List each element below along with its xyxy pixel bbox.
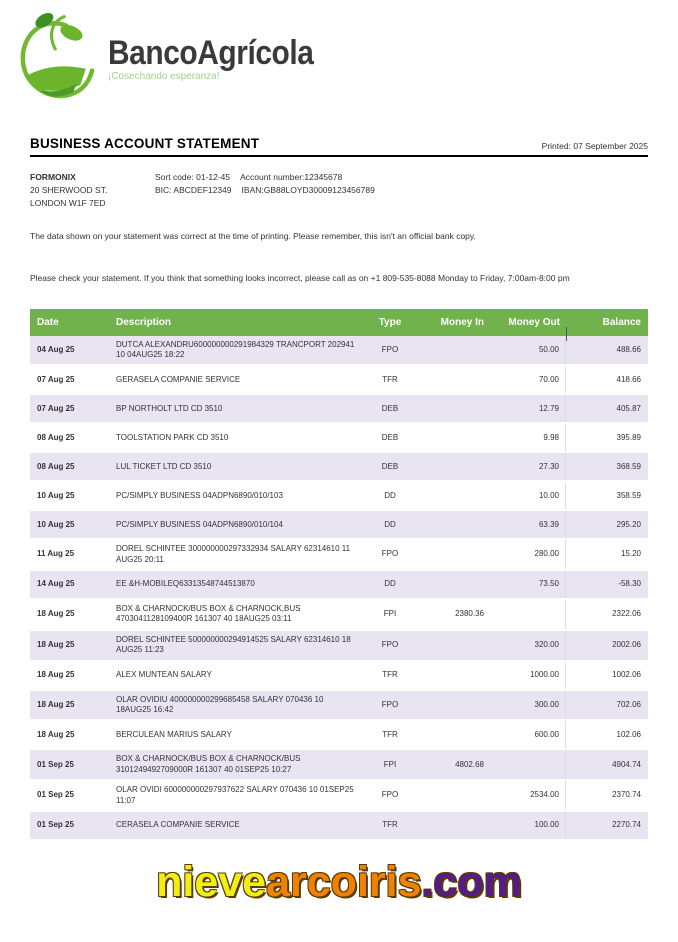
brand-name: BancoAgrícola	[108, 34, 314, 72]
cell-money-out: 70.00	[490, 366, 566, 393]
cell-description: BOX & CHARNOCK/BUS BOX & CHARNOCK/BUS 3101249492709000R 161307 40 01SEP25 10:27	[116, 754, 301, 774]
cell-type: TFR	[382, 820, 398, 830]
account-codes	[155, 171, 385, 211]
cell-description: PC/SIMPLY BUSINESS 04ADPN6890/010/104	[116, 519, 283, 529]
statement-title-row	[30, 136, 648, 151]
header-money-in: Money In	[440, 316, 484, 328]
cell-money-in	[418, 731, 490, 739]
cell-type: FPO	[381, 640, 399, 650]
cell-description: BERCULEAN MARIUS SALARY	[116, 729, 232, 739]
cell-type: DD	[384, 519, 396, 529]
cell-money-out: 10.00	[490, 482, 566, 509]
cell-description: BOX & CHARNOCK/BUS BOX & CHARNOCK,BUS 4703041128109400R 161307 40 18AUG25 03:11	[116, 604, 301, 624]
cell-money-in	[418, 521, 490, 529]
table-row	[30, 482, 648, 511]
cell-description: DUTCA ALEXANDRU600000000291984329 TRANCPORT 202941 10 04AUG25 18:22	[116, 339, 355, 359]
cell-balance: 488.66	[616, 344, 641, 354]
cell-date: 08 Aug 25	[37, 432, 75, 442]
cell-money-in	[418, 671, 490, 679]
account-address	[30, 171, 155, 211]
cell-type: FPO	[381, 549, 399, 559]
cell-balance: 102.06	[616, 729, 641, 739]
title-divider	[30, 155, 648, 157]
cell-type: FPI	[383, 609, 397, 619]
cell-type: FPO	[381, 790, 399, 800]
cell-balance: 405.87	[616, 403, 641, 413]
cell-description: DOREL SCHINTEE 300000000297332934 SALARY 62314610 11 AUG25 20:11	[116, 544, 351, 564]
cell-date: 01 Sep 25	[37, 759, 74, 769]
cell-money-out: 1000.00	[490, 662, 566, 689]
cell-date: 08 Aug 25	[37, 461, 75, 471]
cell-date: 18 Aug 25	[37, 640, 75, 650]
cell-description: CERASELA COMPANIE SERVICE	[116, 820, 240, 830]
page-title: BUSINESS ACCOUNT STATEMENT	[30, 136, 260, 151]
cell-description: BP NORTHOLT LTD CD 3510	[116, 403, 223, 413]
table-row	[30, 812, 648, 841]
account-info	[30, 171, 648, 211]
cell-date: 01 Sep 25	[37, 820, 74, 830]
cell-balance: 702.06	[616, 699, 641, 709]
cell-money-out: 2534.00	[490, 781, 566, 810]
table-row	[30, 781, 648, 812]
cell-money-out	[490, 600, 566, 629]
cell-description: PC/SIMPLY BUSINESS 04ADPN6890/010/103	[116, 490, 283, 500]
cell-balance: 2270.74	[612, 820, 641, 830]
table-row	[30, 453, 648, 482]
watermark-part3: .com	[421, 858, 522, 906]
brand-text	[108, 34, 341, 82]
cell-money-out: 12.79	[490, 395, 566, 422]
cell-money-out: 9.98	[490, 424, 566, 451]
header-date: Date	[37, 316, 59, 328]
cell-description: OLAR OVIDIU 400000000299685458 SALARY 070436 10 18AUG25 16:42	[116, 694, 324, 715]
address-line-1: 20 SHERWOOD ST.	[30, 185, 108, 196]
sort-code: Sort code: 01-12-45	[155, 172, 231, 182]
cell-description: ALEX MUNTEAN SALARY	[116, 669, 212, 679]
watermark-part1: nieve	[156, 858, 267, 906]
cell-type: DD	[384, 490, 396, 500]
cell-description: DOREL SCHINTEE 500000000294914525 SALARY 62314610 18 AUG25 11:23	[116, 634, 351, 655]
brand-tagline: ¡Cosechando esperanza!	[108, 70, 220, 82]
table-row	[30, 511, 648, 540]
cell-date: 07 Aug 25	[37, 374, 75, 384]
cell-description: TOOLSTATION PARK CD 3510	[116, 432, 229, 442]
cell-type: DEB	[381, 461, 399, 471]
cell-description: LUL TICKET LTD CD 3510	[116, 461, 212, 471]
cell-date: 18 Aug 25	[37, 699, 75, 709]
table-row	[30, 366, 648, 395]
cell-date: 18 Aug 25	[37, 609, 75, 619]
table-row	[30, 336, 648, 367]
cell-date: 18 Aug 25	[37, 669, 75, 679]
cell-money-in	[418, 551, 490, 559]
cell-money-in	[418, 434, 490, 442]
cell-type: TFR	[382, 729, 398, 739]
cell-balance: 4904.74	[612, 759, 641, 769]
cell-money-in	[418, 346, 490, 354]
table-row	[30, 631, 648, 662]
brand-logo	[12, 6, 678, 110]
cell-money-out: 50.00	[490, 336, 566, 365]
cell-money-out: 63.39	[490, 511, 566, 538]
cell-money-in: 2380.36	[455, 609, 484, 619]
watermark-part2: arcoiris	[266, 858, 422, 906]
notice-contact: Please check your statement. If you think that something looks incorrect, please call as on +1 809-535-8088 Monday to Friday, 7:00am-8:00 pm	[30, 272, 570, 283]
plant-logo-icon	[12, 9, 102, 107]
cell-money-out	[490, 750, 566, 779]
cell-money-in	[418, 821, 490, 829]
cell-money-in	[418, 376, 490, 384]
cell-money-out: 280.00	[490, 540, 566, 569]
cell-balance: 418.66	[616, 374, 641, 384]
account-number: Account number:12345678	[240, 172, 343, 182]
cell-balance: 2002.06	[612, 640, 641, 650]
table-row	[30, 395, 648, 424]
cell-balance: 15.20	[620, 549, 641, 559]
cell-date: 11 Aug 25	[37, 549, 75, 559]
cell-money-in	[418, 405, 490, 413]
cell-date: 07 Aug 25	[37, 403, 75, 413]
cell-type: DD	[384, 579, 396, 589]
cell-money-in	[418, 581, 490, 589]
watermark	[0, 858, 678, 907]
table-row	[30, 662, 648, 691]
address-line-2: LONDON W1F 7ED	[30, 198, 106, 209]
cell-money-out: 600.00	[490, 721, 566, 748]
cell-date: 10 Aug 25	[37, 490, 75, 500]
table-row	[30, 600, 648, 631]
cell-type: TFR	[382, 374, 398, 384]
cell-date: 14 Aug 25	[37, 579, 75, 589]
cell-balance: 295.20	[616, 519, 641, 529]
table-row	[30, 424, 648, 453]
transactions-table	[30, 309, 648, 841]
cell-money-out: 100.00	[490, 812, 566, 839]
cell-money-out: 73.50	[490, 571, 566, 598]
cell-description: GERASELA COMPANIE SERVICE	[116, 374, 241, 384]
printed-date: Printed: 07 September 2025	[541, 141, 648, 151]
header-money-out: Money Out	[490, 312, 566, 333]
table-body	[30, 336, 648, 841]
cell-balance: 2322.06	[612, 609, 641, 619]
cell-money-out: 320.00	[490, 631, 566, 660]
cell-type: TFR	[382, 669, 398, 679]
cell-balance: 368.59	[616, 461, 641, 471]
table-row	[30, 540, 648, 571]
cell-money-in	[418, 641, 490, 649]
cell-balance: 1002.06	[612, 669, 641, 679]
cell-money-in: 4802.68	[455, 759, 484, 769]
cell-type: FPI	[383, 759, 397, 769]
table-header	[30, 309, 648, 336]
cell-date: 04 Aug 25	[37, 344, 75, 354]
header-balance: Balance	[602, 316, 641, 328]
bic: BIC: ABCDEF12349	[155, 185, 232, 196]
cell-money-in	[418, 792, 490, 800]
cell-date: 10 Aug 25	[37, 519, 75, 529]
cell-balance: -58.30	[618, 579, 641, 589]
header-type: Type	[378, 316, 402, 328]
cell-money-in	[418, 492, 490, 500]
table-row	[30, 571, 648, 600]
account-holder: FORMONIX	[30, 172, 76, 182]
cell-type: FPO	[381, 699, 399, 709]
cell-money-in	[418, 701, 490, 709]
cell-balance: 2370.74	[612, 790, 641, 800]
table-row	[30, 691, 648, 722]
iban: IBAN:GB88LOYD30009123456789	[241, 185, 375, 196]
cell-type: DEB	[381, 403, 399, 413]
cell-description: OLAR OVIDI 600000000297937622 SALARY 070436 10 01SEP25 11:07	[116, 785, 354, 805]
cell-date: 18 Aug 25	[37, 729, 75, 739]
table-row	[30, 750, 648, 781]
cell-money-out: 27.30	[490, 453, 566, 480]
cell-money-out: 300.00	[490, 691, 566, 720]
cell-money-in	[418, 463, 490, 471]
cell-type: DEB	[381, 432, 399, 442]
table-row	[30, 721, 648, 750]
header-description: Description	[116, 316, 172, 328]
cell-balance: 395.89	[616, 432, 641, 442]
cell-description: EE &H-MOBILEQ63313548744513870	[116, 579, 255, 589]
cell-date: 01 Sep 25	[37, 790, 74, 800]
cell-balance: 358.59	[616, 490, 641, 500]
cell-type: FPO	[381, 344, 399, 354]
notice-printing: The data shown on your statement was correct at the time of printing. Please remember, this isn't an official bank copy.	[30, 230, 476, 241]
